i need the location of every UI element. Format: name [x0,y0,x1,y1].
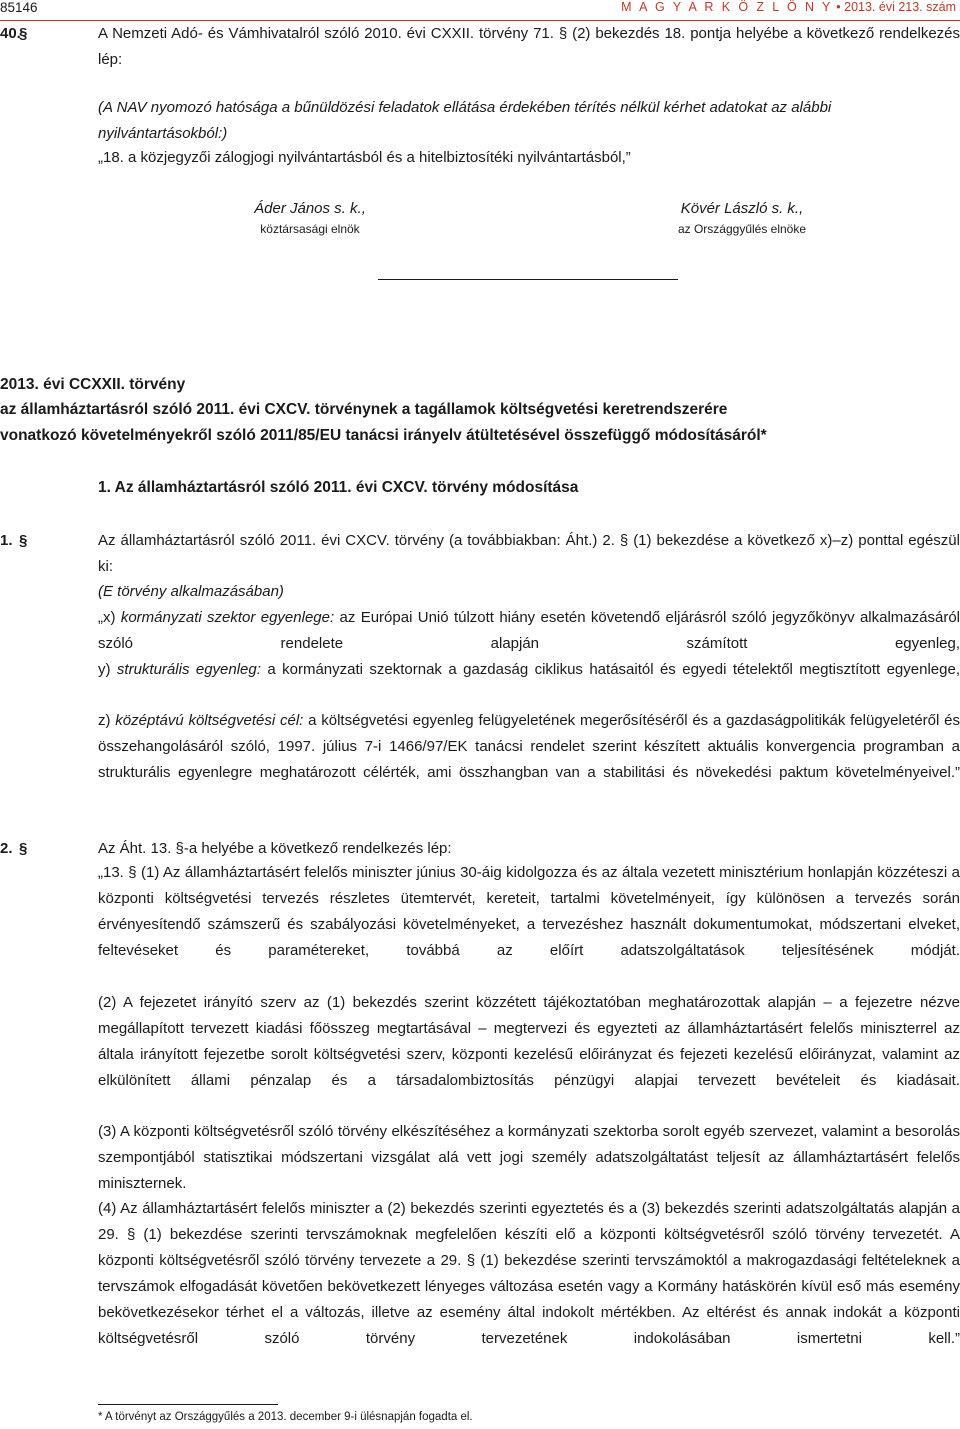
section1-intro: Az államháztartásról szóló 2011. évi CXCV. törvény (a továbbiakban: Áht.) 2. § (1) bekezdése a következő x)–z) ponttal egészül ki: [98,532,960,575]
signature-name: Kövér László s. k., [680,200,804,217]
signature-president [200,199,420,239]
section-sign: § [19,532,28,549]
section-sign: § [19,840,28,857]
separator-rule [378,279,678,280]
paragraph-1: „13. § (1) Az államháztartásért felelős miniszter június 30-áig kidolgozza és az általa vezetett minisztérium honlapján közzéteszi a központi költségvetési tervezés részletes ütemtervét, kereteit, tartalmi követelményeit, így különösen a tervezés során érvényesítendő számszerű és szabályozási követelményeket, a tervezéshez használt dokumentumokat, módszertani elveket, feltevéseket és paramétereket, továbbá az előírt adatszolgáltatások teljesítésének módját. [98,864,960,959]
page-number: 85146 [0,0,38,15]
chapter-title: 1. Az államháztartásról szóló 2011. évi CXCV. törvény módosítása [98,479,579,496]
definition-y [98,657,960,709]
footnote-rule [98,1404,278,1405]
section1-context: (E törvény alkalmazásában) [98,583,284,600]
definition-term: strukturális egyenleg: [116,661,261,678]
definition-term: középtávú költségvetési cél: [115,712,304,729]
journal-name: M A G Y A R K Ö Z L Ö N Y [621,0,833,14]
law-number: 2013. évi CCXXII. törvény [0,376,186,393]
footnote: * A törvényt az Országgyűlés a 2013. december 9-i ülésnapján fogadta el. [98,1411,473,1423]
section-sign: § [19,25,28,42]
definition-letter: y) [98,661,117,678]
law-title-line2: vonatkozó követelményekről szóló 2011/85/EU tanácsi irányelv átültetésével összefüggő módosításáról* [0,427,767,444]
definition-term: kormányzati szektor egyenlege: [120,609,335,626]
signature-title: az Országgyűlés elnöke [677,222,807,236]
signature-speaker [632,199,852,239]
section-number: 1. [0,532,13,549]
paragraph-2: (2) A fejezetet irányító szerv az (1) bekezdés szerint közzétett tájékoztatóban meghatározottak alapján – a fejezetre nézve megállapított tervezett kiadási főösszeg megtartásával – megtervezi és egyezteti az államháztartásért felelős miniszterrel az általa irányított fejezetbe sorolt költségvetési szerv, központi kezelésű előirányzat és fejezeti kezelésű előirányzat, valamint az elkülönített állami pénzalap és a társadalombiztosítás pénzügyi alapjai tervezett bevételeit és kiadásait. [98,994,960,1089]
definition-letter: „x) [98,609,121,626]
section-number: 40. [0,25,21,42]
amendment-intro: A Nemzeti Adó- és Vámhivatalról szóló 2010. évi CXXII. törvény 71. § (2) bekezdés 18. pontja helyébe a következő rendelkezés lép: [98,25,960,68]
law-title-line1: az államháztartásról szóló 2011. évi CXCV. törvénynek a tagállamok költségvetési keretrendszerére [0,401,728,418]
issue-info: • 2013. évi 213. szám [832,0,956,14]
section2-intro: Az Áht. 13. §-a helyébe a következő rendelkezés lép: [98,840,452,857]
amendment-text: „18. a közjegyzői zálogjogi nyilvántartásból és a hitelbiztosítéki nyilvántartásból,” [98,149,631,166]
paragraph-3: (3) A központi költségvetésről szóló törvény elkészítéséhez a kormányzati szektorba sorolt egyéb szervezet, valamint a besorolás szempontjából statisztikai módszertani vizsgálat alá vett jogi személy adatszolgáltatást teljesít az államháztartásért felelős miniszternek. [98,1123,960,1192]
amendment-context: (A NAV nyomozó hatósága a bűnüldözési feladatok ellátása érdekében térítés nélkül kérhet adatokat az alábbi nyilvántartásokból:) [98,99,832,142]
section-number: 2. [0,840,13,857]
journal-title [621,0,956,14]
signature-name: Áder János s. k., [254,200,366,217]
definition-body: a kormányzati szektornak a gazdaság ciklikus hatásaitól és egyedi tételektől megtisztított egyenlege, [260,661,960,678]
definition-letter: z) [98,712,116,729]
paragraph-4: (4) Az államháztartásért felelős miniszter a (2) bekezdés szerinti egyeztetés és a (3) bekezdés szerinti adatszolgáltatás alapján a 29. § (1) bekezdése szerinti tervszámoknak megfelelően készíti elő a központi költségvetésről szóló törvény tervezetét. A központi költségvetésről szóló törvény tervezete a 29. § (1) bekezdése szerinti tervszámoktól a makrogazdasági feltételeknek a tervszámok elfogadását követően bekövetkezett lényeges változása esetén vagy a Kormány hatáskörén kívül eső más esemény bekövetkezésekor térhet el a változás, illetve az esemény által indokolt mértékben. Az eltérést és annak indokát a központi költségvetésről szóló törvény tervezetének indokolásában ismertetni kell.” [98,1200,960,1347]
signature-title: köztársasági elnök [260,222,360,236]
definition-z [98,708,960,812]
definition-body: az Európai Unió túlzott hiány esetén követendő eljárásról szóló jegyzőkönyv alkalmazásáról szóló rendelete alapján számított egyenleg, [98,609,960,652]
definition-body: a költségvetési egyenleg felügyeletének megerősítéséről és a gazdaságpolitikák felügyeletéről és összehangolásáról szóló, 1997. július 7-i 1466/97/EK tanácsi rendelet szerint készített aktuális konvergencia programban a strukturális egyenlegre meghatározott célérték, ami összhangban van a stabilitási és növekedési paktum követelményeivel.” [98,712,960,781]
